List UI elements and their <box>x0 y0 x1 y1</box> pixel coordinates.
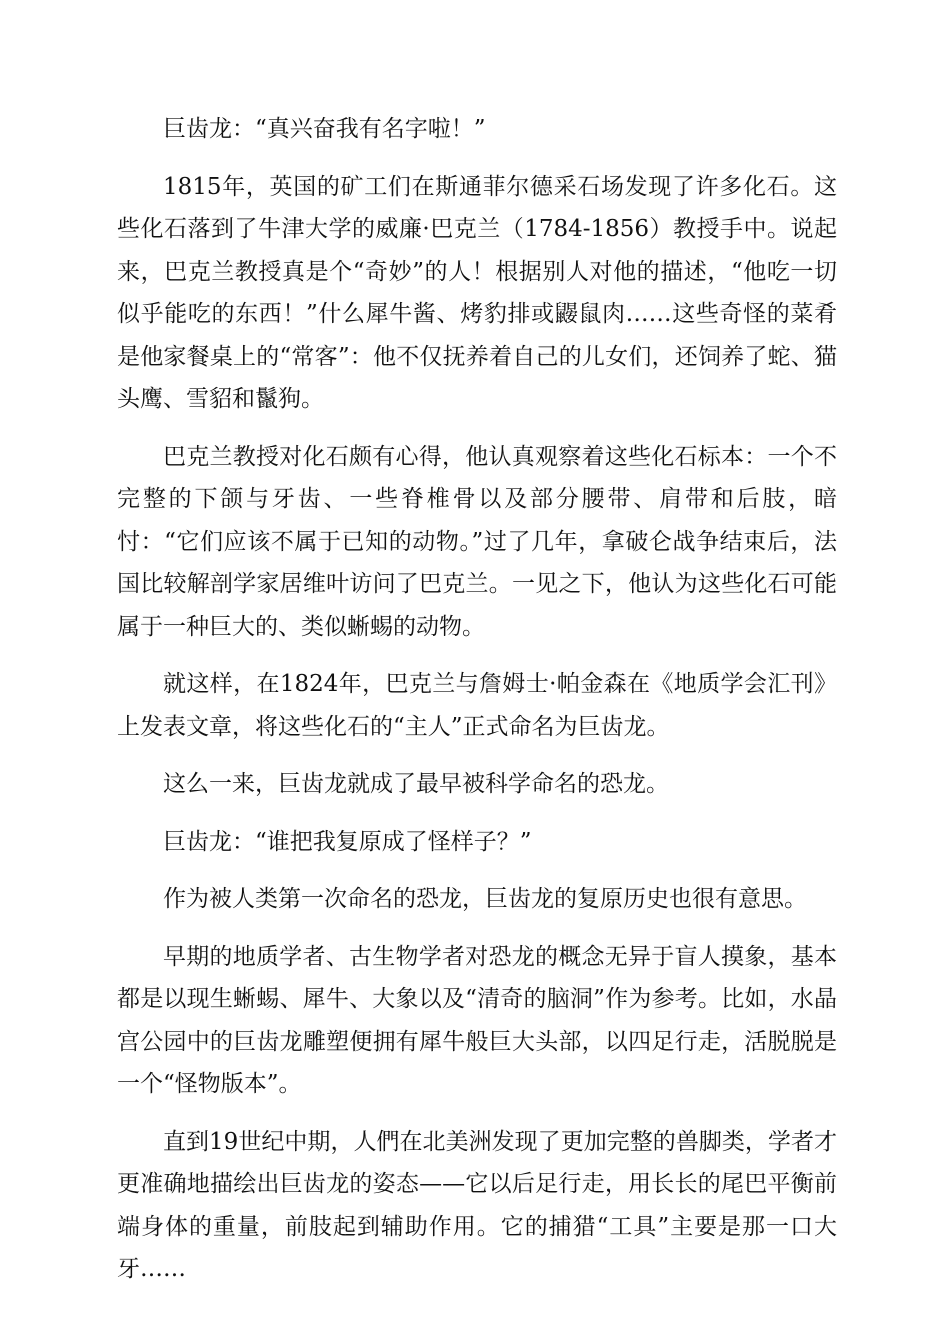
document-body <box>117 108 837 1291</box>
paragraph-first-named: 这么一来，巨齿龙就成了最早被科学命名的恐龙。 <box>163 771 669 797</box>
paragraph-discovery: 1815年，英国的矿工们在斯通菲尔德采石场发现了许多化石。这些化石落到了牛津大学的威廉·巴克兰（1784-1856）教授手中。说起来，巴克兰教授真是个“奇妙”的人！根据别人对他的描述，“他吃一切似乎能吃的东西！”什么犀牛酱、烤豹排或鼹鼠肉……这些奇怪的菜肴是他家餐桌上的“常客”：他不仅抚养着自己的儿女们，还饲养了蛇、猫头鹰、雪貂和鬣狗。 <box>117 173 837 412</box>
paragraph-modern-posture: 直到19世纪中期，人們在北美洲发现了更加完整的兽脚类，学者才更准确地描绘出巨齿龙的姿态——它以后足行走，用长长的尾巴平衡前端身体的重量，前肢起到辅助作用。它的捕猎“工具”主要是那一口大牙…… <box>117 1128 837 1282</box>
paragraph-buckland-study: 巴克兰教授对化石颇有心得，他认真观察着这些化石标本：一个不完整的下颌与牙齿、一些脊椎骨以及部分腰带、肩带和后肢，暗忖：“它们应该不属于已知的动物。”过了几年，拿破仑战争结束后，法国比较解剖学家居维叶访问了巴克兰。一见之下，他认为这些化石可能属于一种巨大的、类似蜥蜴的动物。 <box>117 443 837 640</box>
paragraph-heading-name: 巨齿龙：“真兴奋我有名字啦！” <box>163 116 486 142</box>
paragraph-heading-restoration: 巨齿龙：“谁把我复原成了怪样子？” <box>163 828 532 855</box>
paragraph-naming: 就这样，在1824年，巴克兰与詹姆士·帕金森在《地质学会汇刊》上发表文章，将这些化石的“主人”正式命名为巨齿龙。 <box>117 671 837 740</box>
paragraph-early-concepts: 早期的地质学者、古生物学者对恐龙的概念无异于盲人摸象，基本都是以现生蜥蜴、犀牛、大象以及“清奇的脑洞”作为参考。比如，水晶宫公园中的巨齿龙雕塑便拥有犀牛般巨大头部，以四足行走，活脱脱是一个“怪物版本”。 <box>117 943 837 1097</box>
paragraph-restoration-history: 作为被人类第一次命名的恐龙，巨齿龙的复原历史也很有意思。 <box>163 886 807 912</box>
